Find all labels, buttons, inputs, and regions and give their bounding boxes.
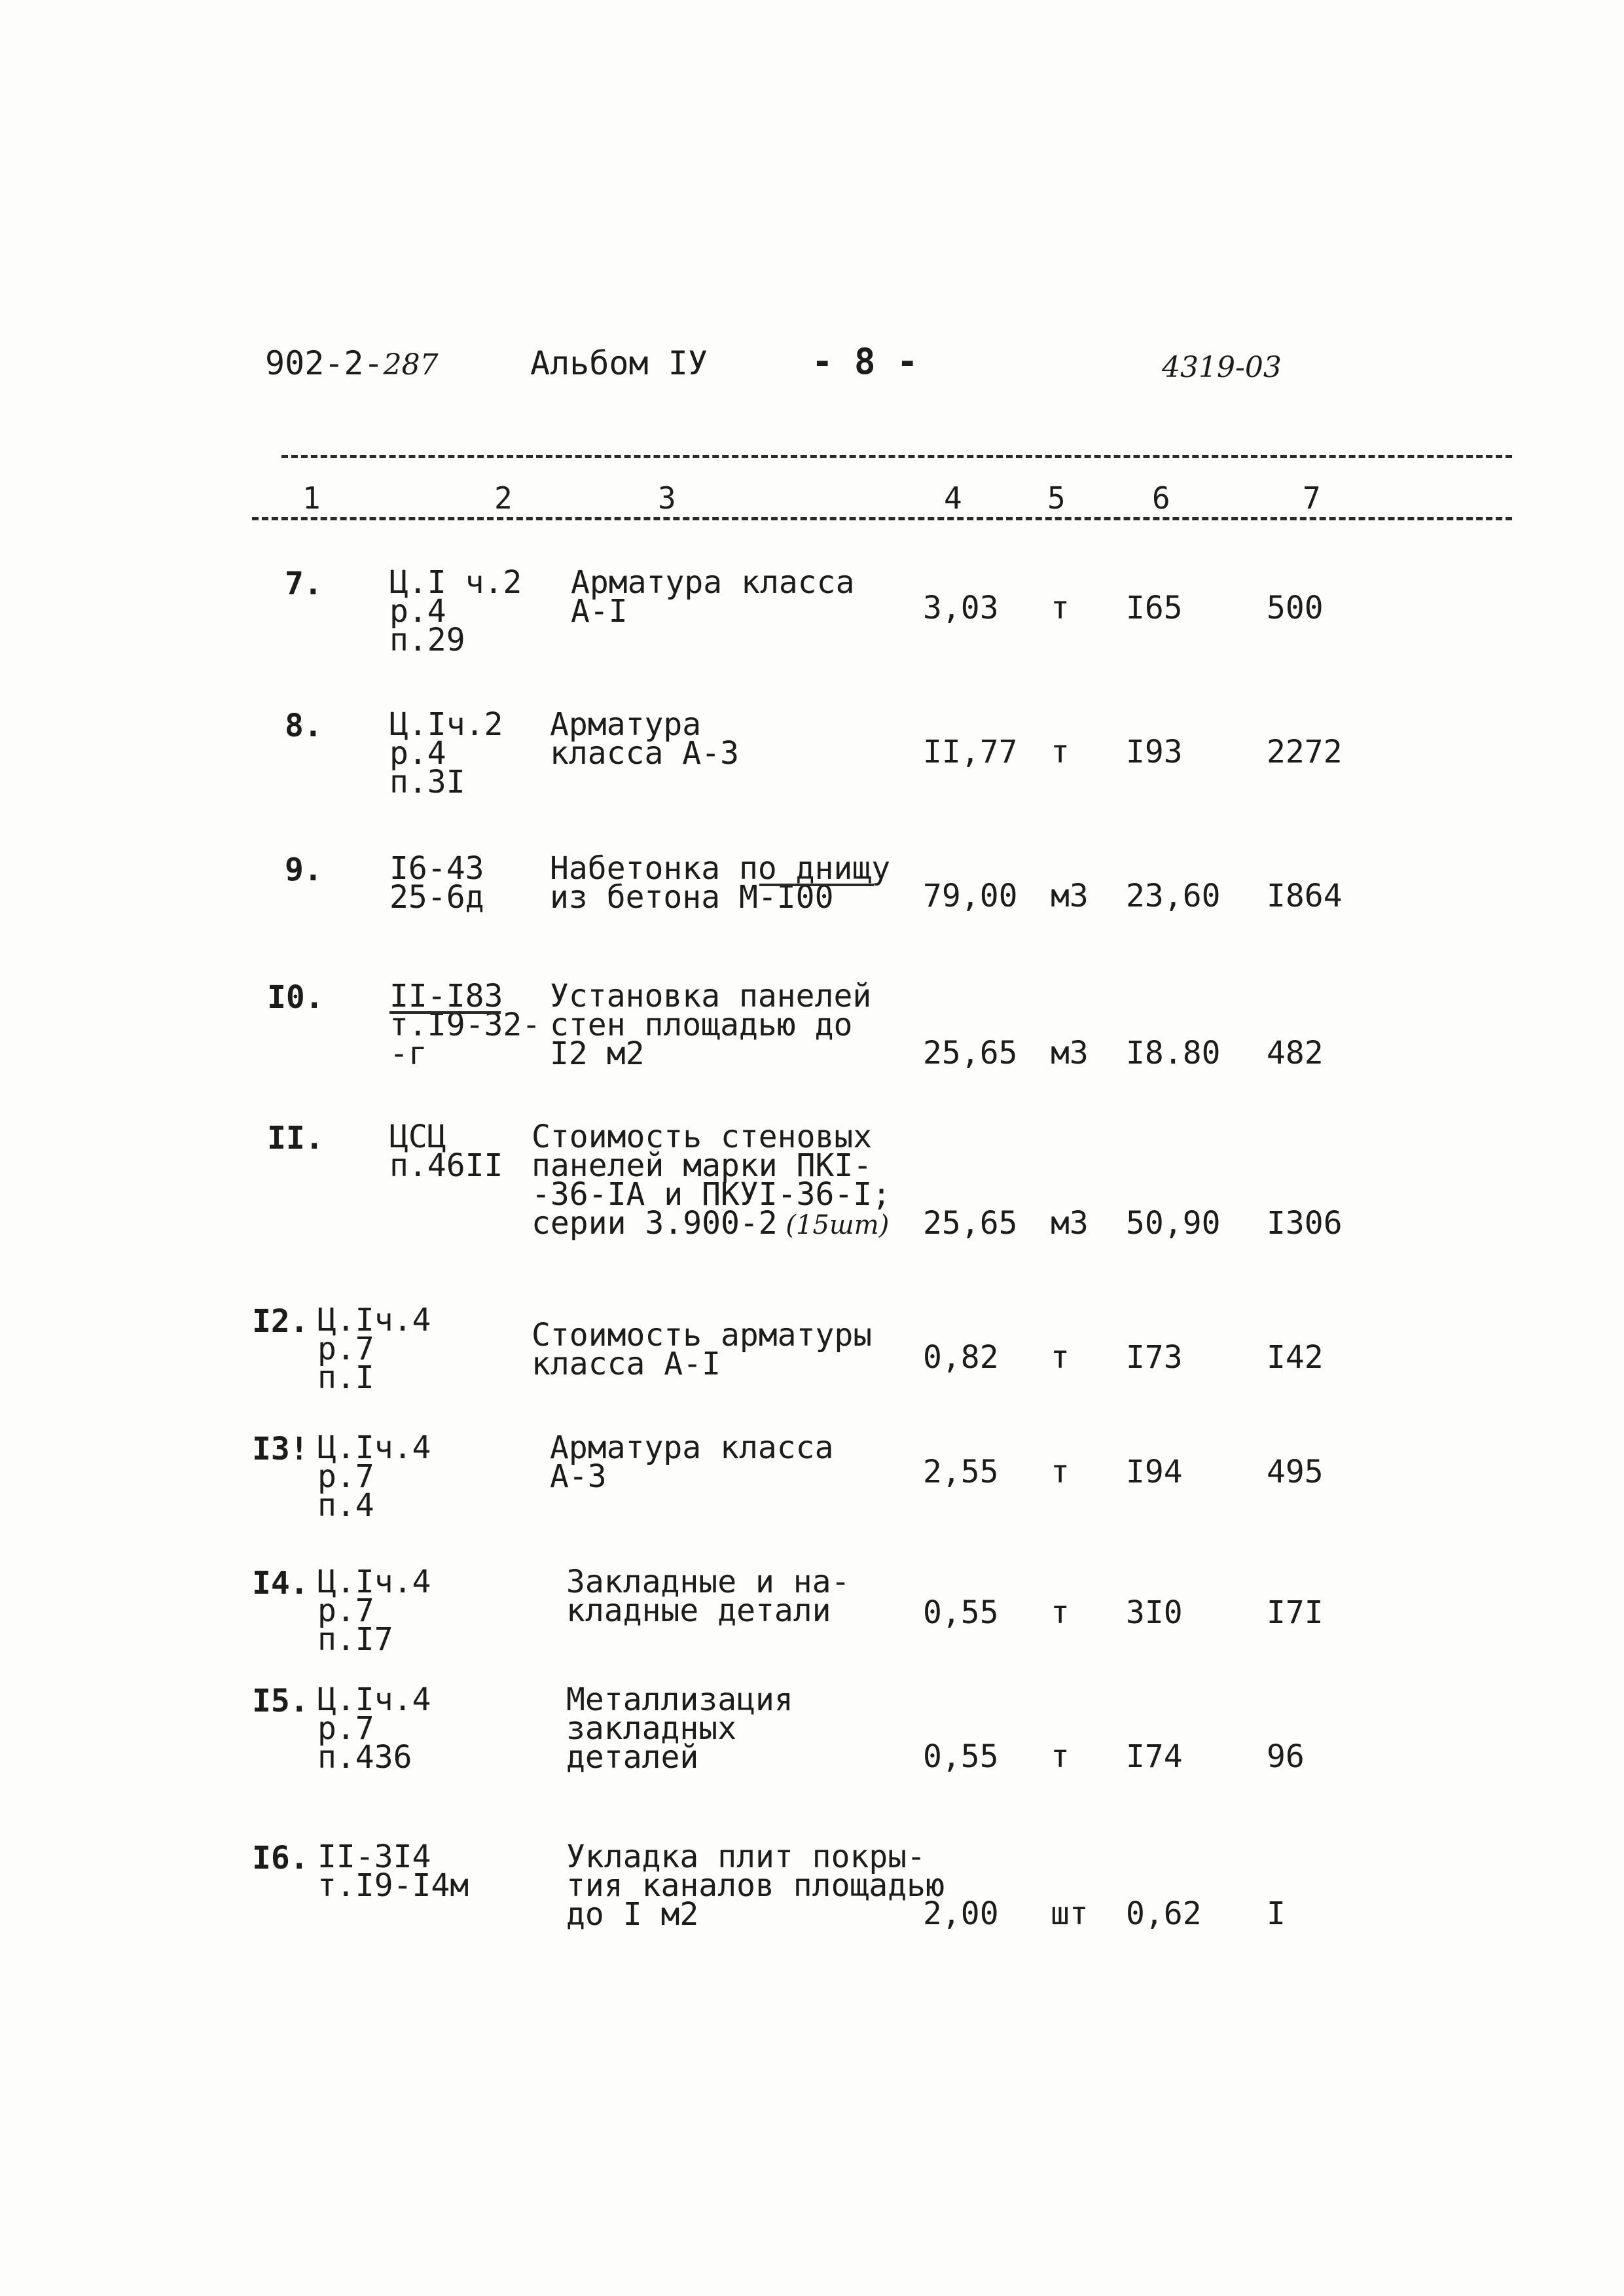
row-unit-price: I93 xyxy=(1126,734,1183,770)
row-number: 8. xyxy=(285,708,323,744)
row-description-line: А-I xyxy=(571,593,628,630)
row-description xyxy=(566,1564,850,1629)
row-number: 7. xyxy=(285,565,323,602)
row-description-line: закладных xyxy=(566,1710,737,1747)
row-description-line: Установка панелей xyxy=(550,978,872,1014)
row-description-line: тия каналов площадью xyxy=(566,1867,945,1904)
row-number: I6. xyxy=(252,1840,309,1876)
row-code-line: -г xyxy=(389,1035,427,1072)
row-unit: шт xyxy=(1051,1895,1089,1932)
row-code-line: Ц.Iч.4 xyxy=(317,1564,431,1600)
row-unit-price: I65 xyxy=(1126,590,1183,626)
row-code-line: Ц.I ч.2 xyxy=(389,564,522,601)
row-number: I2. xyxy=(252,1303,309,1340)
row-code-line: Ц.Iч.2 xyxy=(389,706,503,743)
row-code-line: Ц.Iч.4 xyxy=(317,1302,431,1338)
row-code-line: п.29 xyxy=(389,622,465,658)
row-code-line: п.I xyxy=(317,1359,374,1396)
row-description xyxy=(550,978,872,1072)
underline-mark xyxy=(759,884,874,886)
row-unit-price: I8.80 xyxy=(1126,1035,1221,1071)
row-code-line: II-I83 xyxy=(389,978,503,1014)
row-description xyxy=(550,706,739,772)
row-description-line: Арматура xyxy=(550,706,702,743)
row-code xyxy=(389,706,503,800)
row-description-line: Набетонка по днищу xyxy=(550,850,891,887)
row-description xyxy=(532,1317,873,1382)
row-total: 2272 xyxy=(1267,734,1343,770)
row-unit: т xyxy=(1051,1738,1070,1775)
column-number-2: 2 xyxy=(494,480,513,516)
row-total: 96 xyxy=(1267,1738,1305,1775)
row-description xyxy=(532,1119,892,1242)
row-description-line: Арматура класса xyxy=(571,564,855,601)
row-code xyxy=(389,564,522,658)
row-quantity: 0,55 xyxy=(923,1738,999,1775)
row-description-line: деталей xyxy=(566,1739,699,1776)
row-unit-price: 50,90 xyxy=(1126,1205,1221,1242)
project-code-handwritten: 287 xyxy=(383,348,439,382)
row-description xyxy=(550,1429,834,1495)
row-number: I5. xyxy=(252,1683,309,1719)
row-code-line: п.4 xyxy=(317,1487,374,1524)
row-description xyxy=(566,1681,793,1776)
row-unit-price: I73 xyxy=(1126,1339,1183,1376)
row-total: I42 xyxy=(1267,1339,1324,1376)
row-code-line: р.4 xyxy=(389,593,446,630)
row-description-line: -36-IА и ПКУI-36-I; xyxy=(532,1176,892,1213)
row-quantity: 2,55 xyxy=(923,1454,999,1490)
column-number-3: 3 xyxy=(658,480,676,516)
row-code-line: р.7 xyxy=(317,1458,374,1495)
row-code-line: ЦСЦ xyxy=(389,1119,446,1155)
row-description-line: Стоимость арматуры xyxy=(532,1317,873,1354)
row-code xyxy=(317,1429,431,1524)
row-description-line: Закладные и на- xyxy=(566,1564,850,1600)
row-code xyxy=(317,1564,431,1658)
row-description xyxy=(571,564,855,630)
row-code-line: II-3I4 xyxy=(317,1839,431,1875)
page-number: - 8 - xyxy=(812,341,918,382)
row-unit: м3 xyxy=(1051,878,1089,914)
row-code xyxy=(389,978,541,1072)
album-label: Альбом IУ xyxy=(530,344,708,382)
row-description-line: I2 м2 xyxy=(550,1035,645,1072)
row-unit: м3 xyxy=(1051,1205,1089,1242)
row-total: 482 xyxy=(1267,1035,1324,1071)
row-description-line: панелей марки ПКI- xyxy=(532,1147,873,1184)
row-unit: т xyxy=(1051,734,1070,770)
row-description-line: класса А-3 xyxy=(550,735,739,772)
row-number: I4. xyxy=(252,1565,309,1602)
row-code-line: п.436 xyxy=(317,1739,412,1776)
row-unit-price: 0,62 xyxy=(1126,1895,1202,1932)
row-number: II. xyxy=(267,1120,324,1157)
row-code-line: т.I9-I4м xyxy=(317,1867,469,1904)
row-unit: м3 xyxy=(1051,1035,1089,1071)
row-code-line: I6-43 xyxy=(389,850,484,887)
row-quantity: 0,82 xyxy=(923,1339,999,1376)
row-total: I7I xyxy=(1267,1594,1324,1631)
row-total: I306 xyxy=(1267,1205,1343,1242)
row-unit-price: 23,60 xyxy=(1126,878,1221,914)
row-unit: т xyxy=(1051,590,1070,626)
row-code-line: р.7 xyxy=(317,1710,374,1747)
row-description-line: до I м2 xyxy=(566,1896,699,1933)
row-code xyxy=(389,850,484,916)
row-quantity: 25,65 xyxy=(923,1205,1018,1242)
column-number-1: 1 xyxy=(302,480,321,516)
row-description xyxy=(566,1839,945,1933)
row-description-line: класса А-I xyxy=(532,1346,721,1382)
column-number-6: 6 xyxy=(1152,480,1170,516)
row-description-handwritten-note: (15шт) xyxy=(777,1210,890,1240)
row-code-line: п.3I xyxy=(389,764,465,800)
row-description-line: стен площадью до xyxy=(550,1007,853,1043)
header-dashed-line xyxy=(281,455,1512,458)
row-description-line: Укладка плит покры- xyxy=(566,1839,926,1875)
row-description-line: кладные детали xyxy=(566,1592,831,1629)
row-description-line: А-3 xyxy=(550,1458,607,1495)
row-unit-price: 3I0 xyxy=(1126,1594,1183,1631)
row-code xyxy=(317,1302,431,1396)
project-code-typed: 902-2- xyxy=(265,344,384,382)
row-unit-price: I94 xyxy=(1126,1454,1183,1490)
row-description-line: серии 3.900-2 (15шт) xyxy=(532,1205,890,1242)
row-code-line: р.7 xyxy=(317,1592,374,1629)
row-description-line: из бетона М-I00 xyxy=(550,879,834,916)
row-code-line: т.I9-32- xyxy=(389,1007,541,1043)
row-quantity: 25,65 xyxy=(923,1035,1018,1071)
row-number: 9. xyxy=(285,852,323,888)
row-code xyxy=(317,1839,469,1904)
row-quantity: 0,55 xyxy=(923,1594,999,1631)
underline-mark xyxy=(389,1011,501,1014)
column-number-4: 4 xyxy=(944,480,962,516)
row-unit: т xyxy=(1051,1339,1070,1376)
row-total: 500 xyxy=(1267,590,1324,626)
row-code-line: п.46II xyxy=(389,1147,503,1184)
row-total: 495 xyxy=(1267,1454,1324,1490)
row-description-line: Стоимость стеновых xyxy=(532,1119,873,1155)
row-code-line: Ц.Iч.4 xyxy=(317,1429,431,1466)
row-code xyxy=(317,1681,431,1776)
row-code xyxy=(389,1119,503,1184)
project-code xyxy=(265,344,439,382)
row-quantity: 3,03 xyxy=(923,590,999,626)
row-code-line: 25-6д xyxy=(389,879,484,916)
row-quantity: 2,00 xyxy=(923,1895,999,1932)
column-header-dashed-line xyxy=(252,517,1512,520)
row-total: I xyxy=(1267,1895,1286,1932)
row-number: I0. xyxy=(267,979,324,1016)
row-quantity: II,77 xyxy=(923,734,1018,770)
row-code-line: р.4 xyxy=(389,735,446,772)
row-description-line: Металлизация xyxy=(566,1681,793,1718)
row-number: I3! xyxy=(252,1431,309,1467)
sheet-code-handwritten: 4319-03 xyxy=(1162,351,1282,384)
row-code-line: Ц.Iч.4 xyxy=(317,1681,431,1718)
column-number-5: 5 xyxy=(1047,480,1066,516)
row-unit-price: I74 xyxy=(1126,1738,1183,1775)
row-code-line: п.I7 xyxy=(317,1621,393,1658)
row-description xyxy=(550,850,891,916)
row-unit: т xyxy=(1051,1594,1070,1631)
row-code-line: р.7 xyxy=(317,1331,374,1367)
row-total: I864 xyxy=(1267,878,1343,914)
row-unit: т xyxy=(1051,1454,1070,1490)
row-description-line: Арматура класса xyxy=(550,1429,834,1466)
row-quantity: 79,00 xyxy=(923,878,1018,914)
column-number-7: 7 xyxy=(1303,480,1321,516)
